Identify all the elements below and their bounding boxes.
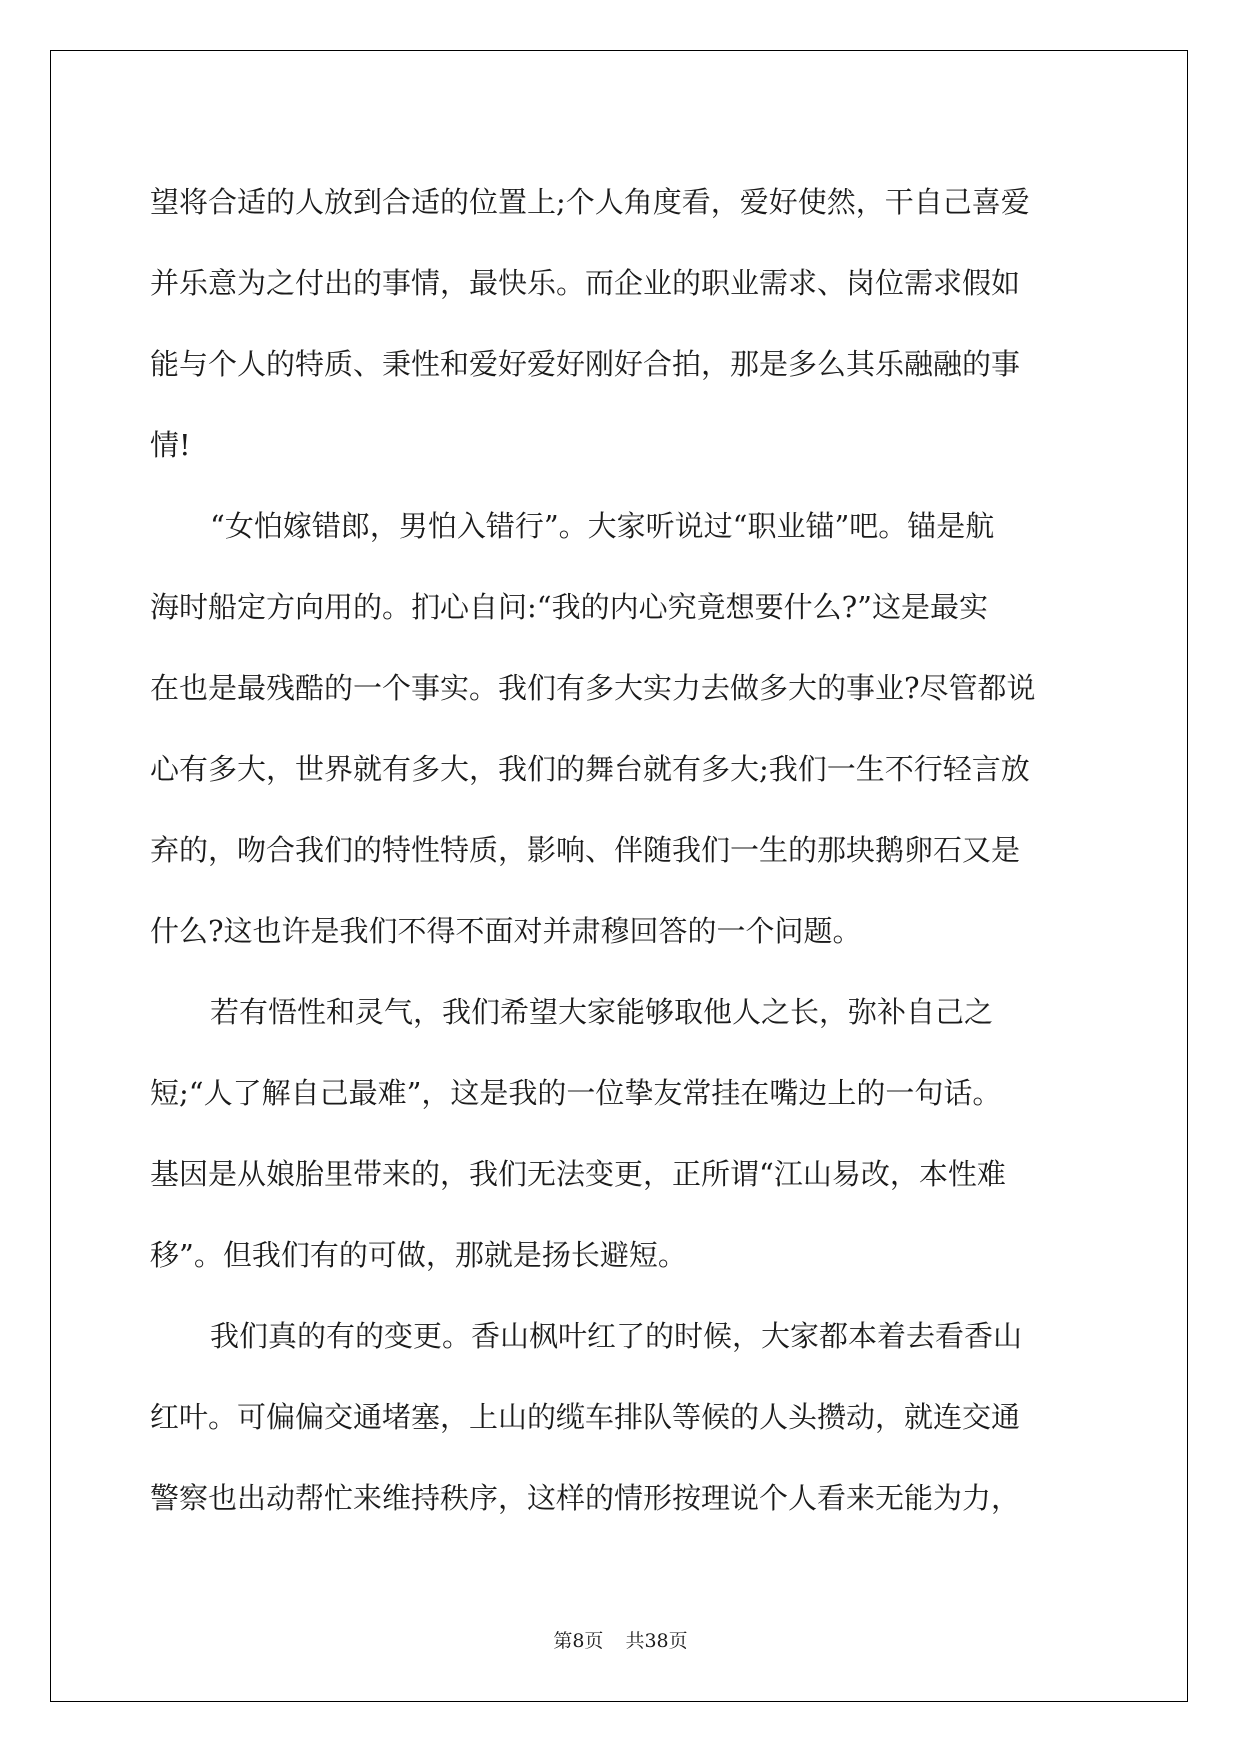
text-line: “女怕嫁错郎，男怕入错行”。大家听说过“职业锚”吧。锚是航 [210, 509, 995, 543]
page-number: 第8页 [553, 1630, 604, 1652]
total-pages: 共38页 [625, 1630, 688, 1652]
text-line: 能与个人的特质、秉性和爱好爱好刚好合拍，那是多么其乐融融的事 [150, 347, 1021, 381]
text-line: 弃的，吻合我们的特性特质，影响、伴随我们一生的那块鹅卵石又是 [150, 833, 1021, 867]
text-line: 移”。但我们有的可做，那就是扬长避短。 [150, 1238, 687, 1272]
text-line: 情! [150, 428, 191, 462]
text-line: 并乐意为之付出的事情，最快乐。而企业的职业需求、岗位需求假如 [150, 266, 1021, 300]
text-line: 若有悟性和灵气，我们希望大家能够取他人之长，弥补自己之 [210, 995, 994, 1029]
text-line: 海时船定方向用的。扪心自问:“我的内心究竟想要什么?”这是最实 [150, 590, 988, 624]
text-line: 短;“人了解自己最难”，这是我的一位挚友常挂在嘴边上的一句话。 [150, 1076, 1002, 1110]
text-line: 心有多大，世界就有多大，我们的舞台就有多大;我们一生不行轻言放 [150, 752, 1030, 786]
text-line: 什么?这也许是我们不得不面对并肃穆回答的一个问题。 [150, 914, 862, 948]
text-line: 警察也出动帮忙来维持秩序，这样的情形按理说个人看来无能为力， [150, 1481, 1021, 1515]
text-line: 红叶。可偏偏交通堵塞，上山的缆车排队等候的人头攒动，就连交通 [150, 1400, 1021, 1434]
text-line: 望将合适的人放到合适的位置上;个人角度看，爱好使然，干自己喜爱 [150, 185, 1030, 219]
text-line: 在也是最残酷的一个事实。我们有多大实力去做多大的事业?尽管都说 [150, 671, 1036, 705]
text-line: 我们真的有的变更。香山枫叶红了的时候，大家都本着去看香山 [210, 1319, 1023, 1353]
document-body [150, 162, 1090, 1539]
text-line: 基因是从娘胎里带来的，我们无法变更，正所谓“江山易改，本性难 [150, 1157, 1006, 1191]
page-footer [0, 1626, 1241, 1653]
